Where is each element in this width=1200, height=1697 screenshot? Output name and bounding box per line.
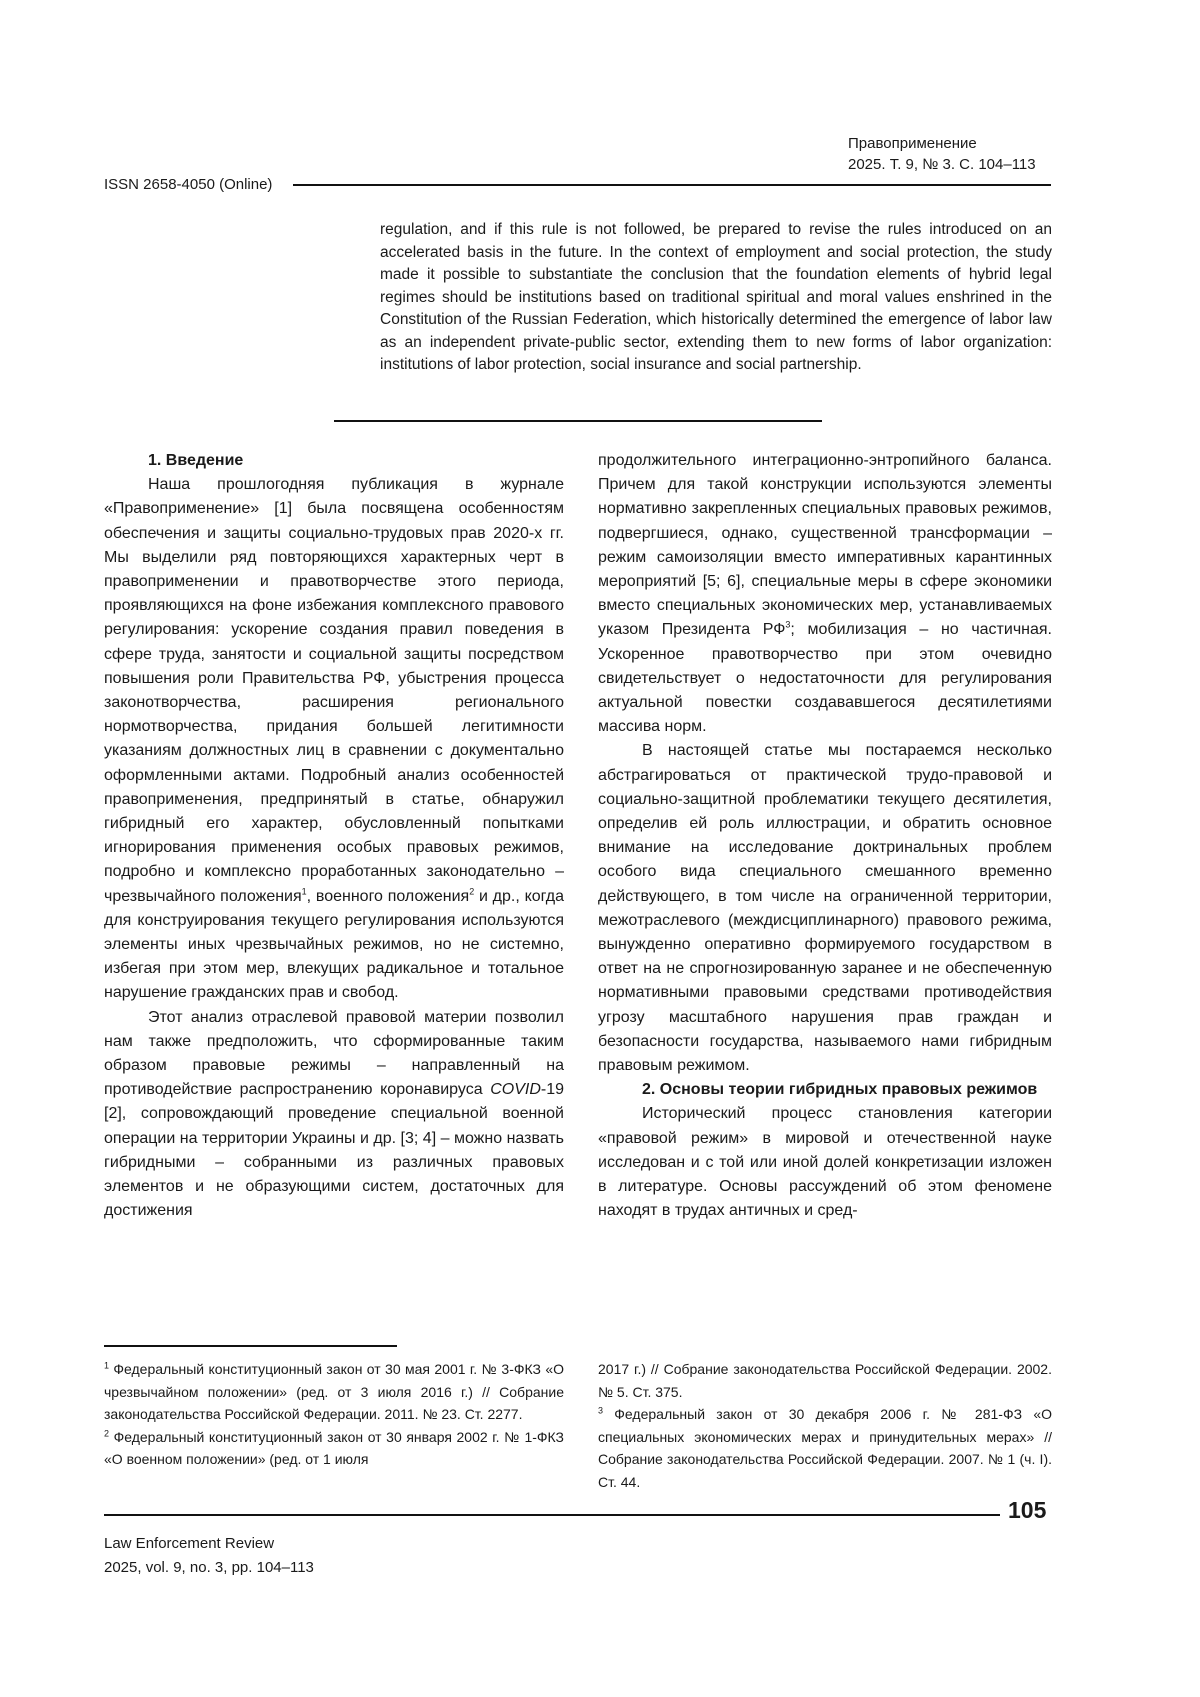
footnote: $^2$ Федеральный конституционный закон от 30 января 2002 г. № 1-ФКЗ «О военном положении» (ред. от 1 июля <box>104 1427 564 1467</box>
paragraph: Исторический процесс становления категории «правовой режим» в мировой и отечественной науке исследован и с той или иной долей конкретизации изложен в литературе. Основы рассуждений об этом феномене находят в трудах античных и сред- <box>598 1105 1052 1220</box>
footnote-ref[interactable]: 1 <box>301 886 307 897</box>
footnote-separator <box>104 1345 397 1347</box>
section-heading-theory: 2. Основы теории гибридных правовых режимов <box>642 1081 1038 1099</box>
section-heading-introduction: 1. Введение <box>148 452 244 469</box>
header-rule <box>293 184 1051 186</box>
footnote-continued: 2017 г.) // Собрание законодательства Российской Федерации. 2002. № 5. Ст. 375. <box>598 1361 1052 1400</box>
abstract-separator <box>334 420 822 422</box>
paragraph: В настоящей статье мы постараемся несколько абстрагироваться от практической трудо-правовой и социально-защитной проблематики текущего десятилетия, определив ей роль иллюстрации, и обратить основное внимание на исследование доктринальных проблем особого вида специального смешанного временно действующего, в том числе на ограниченной территории, межотраслевого (междисциплинарного) правового режима, вынужденно оперативно формируемого государством в ответ на не спрогнозированную заранее и не обеспеченную нормативными правовыми средствами противодействия угрозу масштабного нарушения прав граждан и безопасности государства, называемого нами гибридным правовым режимом. <box>598 742 1052 1075</box>
footnote: $^1$ Федеральный конституционный закон от 30 мая 2001 г. № 3-ФКЗ «О чрезвычайном положении» (ред. от 3 июля 2016 г.) // Собрание законодательства Российской Федерации. 2011. № 23. Ст. 2277. <box>104 1360 564 1422</box>
abstract-text: regulation, and if this rule is not followed, be prepared to revise the rules introduced on an accelerated basis in the future. In the context of employment and social protection, the study made it possible to substantiate the conclusion that the foundation elements of hybrid legal regimes should be institutions based on traditional spiritual and moral values enshrined in the Constitution of the Russian Federation, which historically determined the emergence of labor law as an independent private-public sector, extending them to new forms of labor organization: institutions of labor protection, social insurance and social partnership. <box>380 221 1052 373</box>
footnotes-right <box>598 1358 1052 1493</box>
journal-title-en: Law Enforcement Review <box>104 1535 275 1552</box>
right-column <box>598 449 1052 1224</box>
running-footer <box>104 1532 314 1580</box>
journal-title: Правоприменение <box>848 135 977 152</box>
paragraph: продолжительного интеграционно-энтропийного баланса. Причем для такой конструкции используются элементы нормативно закрепленных специальных правовых режимов, подвергшиеся, однако, существенной трансформации – режим самоизоляции вместо императивных карантинных мероприятий [5; 6], специальные меры в сфере экономики вместо специальных экономических мер, устанавливаемых указом Президента $РФ^3$; мобилизация – но частичная. Ускоренное правотворчество при этом очевидно свидетельствует о недостаточности для регулирования актуальной повестки создававшегося десятилетиями массива норм. <box>598 452 1053 736</box>
page-number: 105 <box>1008 1497 1047 1523</box>
footnote: $^3$ Федеральный закон от 30 декабря 2006 г. № 281-ФЗ «О специальных экономических мерах и принудительных мерах» // Собрание законодательства Российской Федерации. 2007. № 1 (ч. I). Ст. 44. <box>598 1405 1052 1490</box>
footnotes-left <box>104 1358 564 1471</box>
paragraph: Наша прошлогодняя публикация в журнале «Правоприменение» [1] была посвящена особенностям обеспечения и защиты социально-трудовых прав 2020-х гг. Мы выделили ряд повторяющихся характерных черт в правоприменении и правотворчестве этого периода, проявляющихся на фоне избежания комплексного правового регулирования: ускорение создания правил поведения в сфере труда, занятости и социальной защиты посредством повышения роли Правительства РФ, убыстрения процесса законотворчества, расширения регионального нормотворчества, придания большей легитимности указаниям должностных лиц в сравнении с документально оформленными актами. Подробный анализ особенностей правоприменения, предпринятый в статье, обнаружил гибридный его характер, обусловленный попытками игнорирования применения особых правовых режимов, подробно и комплексно проработанных законодательно – чрезвычайного положения$^1$, военного положения$^2$ и др., когда для конструирования текущего регулирования используются элементы иных чрезвычайных режимов, но не системно, избегая при этом мер, влекущих радикальное и тотальное нарушение гражданских прав и свобод. <box>104 476 565 1002</box>
issue-info-en: 2025, vol. 9, no. 3, pp. 104–113 <box>104 1559 314 1576</box>
issn: ISSN 2658-4050 (Online) <box>104 176 273 193</box>
issue-info: 2025. Т. 9, № 3. С. 104–113 <box>848 156 1036 173</box>
left-column <box>104 449 564 1224</box>
footnote-ref[interactable]: 3 <box>785 620 791 631</box>
running-header-right <box>848 133 1098 175</box>
footnote-ref[interactable]: 2 <box>469 886 475 897</box>
paragraph: Этот анализ отраслевой правовой материи позволил нам также предположить, что сформированные таким образом правовые режимы – направленный на противодействие распространению коронавируса COVID-19 [2], сопровождающий проведение специальной военной операции на территории Украины и др. [3; 4] – можно назвать гибридными – собранными из различных правовых элементов и не образующими систем, достаточных для достижения <box>104 1008 564 1220</box>
footer-rule <box>104 1514 1000 1516</box>
